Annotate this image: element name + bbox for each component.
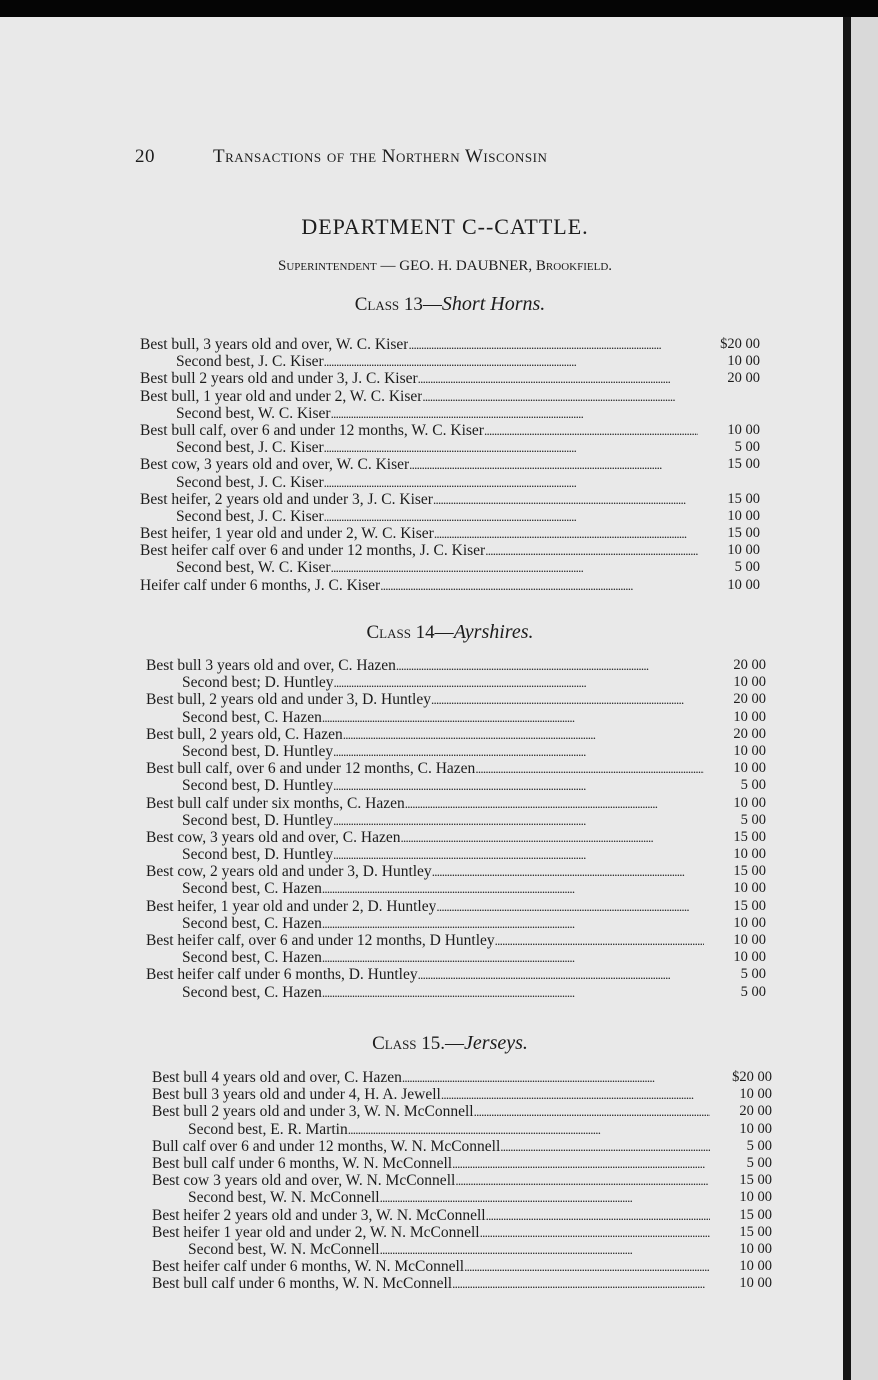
entry-text: Best bull 3 years old and over, C. Hazen <box>146 657 396 674</box>
entry-amount: 5 00 <box>746 1154 772 1171</box>
entry-row <box>146 691 766 708</box>
leader-dots <box>500 1138 710 1155</box>
entry-text: Second best, D. Huntley <box>182 846 334 864</box>
entry-text: Second best, C. Hazen <box>182 914 322 932</box>
entry-text: Bull calf over 6 and under 12 months, W. N. McConnell <box>152 1137 501 1155</box>
entry-row <box>140 491 760 508</box>
entry-row <box>152 1121 772 1138</box>
page-number: 20 <box>135 146 155 167</box>
entry-amount: 15 00 <box>739 1172 772 1189</box>
entry-text: Best heifer, 2 years old and under 3, J. C. Kiser <box>140 490 433 508</box>
entry-row <box>152 1069 772 1086</box>
entry-amount: 5 00 <box>740 966 766 983</box>
class-name: Jerseys. <box>464 1032 528 1054</box>
entry-amount: 10 00 <box>739 1275 772 1292</box>
leader-dots <box>409 456 698 473</box>
entry-amount: 10 00 <box>733 846 766 863</box>
class-heading-15 <box>0 1032 878 1055</box>
entry-text: Best bull, 2 years old, C. Hazen <box>146 725 343 743</box>
entry-text: Best bull calf, over 6 and under 12 months, C. Hazen <box>146 760 476 778</box>
entry-amount: 10 00 <box>733 914 766 931</box>
entry-amount: 5 00 <box>740 983 766 1000</box>
entry-text: Best cow, 2 years old and under 3, D. Huntley <box>146 863 432 881</box>
leader-dots <box>380 577 698 594</box>
leader-dots <box>333 743 704 760</box>
entry-amount: 15 00 <box>733 863 766 880</box>
entry-amount <box>698 388 760 405</box>
entry-text: Best cow, 3 years old and over, W. C. Kiser <box>140 456 410 474</box>
leader-dots <box>334 674 704 691</box>
entry-row <box>146 674 766 691</box>
entry-row <box>146 949 766 966</box>
leader-dots <box>486 1207 710 1224</box>
leader-dots <box>432 863 704 880</box>
entry-amount: 10 00 <box>727 507 760 524</box>
entry-text: Second best, C. Hazen <box>182 708 322 726</box>
scan-top-border <box>0 0 878 17</box>
entry-text: Best heifer 1 year old and under 2, W. N. McConnell <box>152 1223 480 1241</box>
entry-row <box>152 1241 772 1258</box>
entry-text: Second best, W. N. McConnell <box>188 1189 380 1207</box>
leader-dots <box>434 525 698 542</box>
class-15-entries <box>152 1069 772 1292</box>
entry-row <box>140 336 760 353</box>
entry-amount: 10 00 <box>727 576 760 593</box>
entry-row <box>152 1207 772 1224</box>
entry-text: Best heifer calf over 6 and under 12 months, J. C. Kiser <box>140 542 486 560</box>
entry-row <box>140 422 760 439</box>
entry-row <box>146 760 766 777</box>
entry-text: Best bull 3 years old and under 4, H. A. Jewell <box>152 1086 441 1104</box>
entry-amount: 20 00 <box>733 657 766 673</box>
entry-text: Best heifer calf under 6 months, W. N. McConnell <box>152 1258 465 1276</box>
leader-dots <box>408 336 698 353</box>
leader-dots <box>441 1086 710 1103</box>
class-name: Ayrshires. <box>453 621 534 643</box>
entry-row <box>140 508 760 525</box>
leader-dots <box>331 405 698 422</box>
leader-dots <box>322 880 704 897</box>
class-prefix: Class 15.— <box>372 1033 465 1054</box>
entry-amount: 10 00 <box>727 421 760 438</box>
entry-amount: $20 00 <box>720 336 760 352</box>
entry-row <box>146 863 766 880</box>
leader-dots <box>324 353 698 370</box>
entry-amount: 15 00 <box>739 1223 772 1240</box>
leader-dots <box>495 932 704 949</box>
leader-dots <box>324 474 698 491</box>
entry-row <box>146 657 766 674</box>
entry-text: Best bull, 2 years old and under 3, D. Huntley <box>146 691 431 709</box>
entry-text: Second best, E. R. Martin <box>188 1120 348 1138</box>
class-prefix: Class 13— <box>354 294 442 315</box>
entry-row <box>152 1155 772 1172</box>
entry-text: Best bull 2 years old and under 3, W. N. McConnell <box>152 1103 474 1121</box>
entry-row <box>140 525 760 542</box>
entry-row <box>146 726 766 743</box>
leader-dots <box>418 370 698 387</box>
entry-text: Best heifer 2 years old and under 3, W. N. McConnell <box>152 1206 486 1224</box>
class-heading-14 <box>0 621 878 644</box>
entry-text: Second best, C. Hazen <box>182 983 322 1001</box>
class-prefix: Class 14— <box>366 622 454 643</box>
leader-dots <box>455 1172 710 1189</box>
entry-row <box>146 812 766 829</box>
leader-dots <box>333 846 704 863</box>
entry-text: Best heifer, 1 year old and under 2, W. C. Kiser <box>140 525 434 543</box>
entry-row <box>140 559 760 576</box>
entry-text: Best bull 4 years old and over, C. Hazen <box>152 1069 402 1086</box>
entry-row <box>146 829 766 846</box>
leader-dots <box>422 388 698 405</box>
entry-row <box>146 743 766 760</box>
leader-dots <box>322 709 704 726</box>
entry-text: Second best, D. Huntley <box>182 742 334 760</box>
entry-amount: 5 00 <box>740 777 766 794</box>
entry-amount: 10 00 <box>727 542 760 559</box>
entry-row <box>140 353 760 370</box>
leader-dots <box>343 726 704 743</box>
entry-amount: 15 00 <box>727 525 760 542</box>
entry-amount: $20 00 <box>732 1069 772 1085</box>
leader-dots <box>433 491 698 508</box>
entry-text: Best heifer, 1 year old and under 2, D. Huntley <box>146 897 437 915</box>
entry-amount: 10 00 <box>733 794 766 811</box>
entry-text: Best bull, 3 years old and over, W. C. Kiser <box>140 336 409 353</box>
leader-dots <box>402 1069 710 1086</box>
entry-amount: 20 00 <box>739 1103 772 1120</box>
entry-amount: 20 00 <box>727 370 760 387</box>
entry-amount: 10 00 <box>727 353 760 370</box>
leader-dots <box>380 1241 710 1258</box>
entry-amount: 10 00 <box>733 742 766 759</box>
entry-row <box>140 474 760 491</box>
entry-amount: 5 00 <box>734 439 760 456</box>
entry-amount: 10 00 <box>739 1189 772 1206</box>
entry-amount: 10 00 <box>733 949 766 966</box>
leader-dots <box>348 1121 710 1138</box>
leader-dots <box>324 439 698 456</box>
class-13-entries <box>140 336 760 594</box>
entry-text: Best bull 2 years old and under 3, J. C. Kiser <box>140 370 418 388</box>
entry-text: Best cow 3 years old and over, W. N. McConnell <box>152 1172 456 1190</box>
leader-dots <box>485 542 698 559</box>
leader-dots <box>475 760 704 777</box>
leader-dots <box>322 949 704 966</box>
entry-text: Second best, D. Huntley <box>182 811 334 829</box>
entry-amount: 10 00 <box>733 932 766 948</box>
class-name: Short Horns. <box>441 293 546 315</box>
entry-amount: 15 00 <box>727 456 760 473</box>
entry-row <box>140 405 760 422</box>
entry-text: Heifer calf under 6 months, J. C. Kiser <box>140 576 381 594</box>
entry-amount: 10 00 <box>733 708 766 725</box>
entry-text: Second best, J. C. Kiser <box>176 439 324 457</box>
entry-row <box>152 1086 772 1103</box>
entry-amount: 15 00 <box>733 828 766 845</box>
entry-amount <box>698 474 760 491</box>
entry-text: Best cow, 3 years old and over, C. Hazen <box>146 828 401 846</box>
entry-amount: 10 00 <box>739 1240 772 1257</box>
entry-row <box>140 456 760 473</box>
entry-amount: 15 00 <box>739 1206 772 1223</box>
leader-dots <box>436 898 704 915</box>
superintendent-line: Superintendent — GEO. H. DAUBNER, Brookfield. <box>277 258 613 274</box>
leader-dots <box>322 915 704 932</box>
leader-dots <box>331 559 698 576</box>
entry-text: Best bull calf under six months, C. Hazen <box>146 794 405 812</box>
leader-dots <box>464 1258 710 1275</box>
entry-text: Second best, J. C. Kiser <box>176 473 324 491</box>
entry-row <box>152 1258 772 1275</box>
leader-dots <box>333 812 704 829</box>
entry-text: Best bull calf, over 6 and under 12 months, W. C. Kiser <box>140 421 484 439</box>
running-header <box>135 146 547 168</box>
entry-text: Second best, D. Huntley <box>182 777 334 795</box>
entry-amount <box>698 405 760 422</box>
entry-amount: 20 00 <box>733 691 766 708</box>
class-14-entries <box>146 657 766 1001</box>
leader-dots <box>452 1155 710 1172</box>
entry-text: Second best, C. Hazen <box>182 880 322 898</box>
entry-row <box>146 915 766 932</box>
entry-row <box>152 1224 772 1241</box>
entry-row <box>140 388 760 405</box>
entry-amount: 20 00 <box>733 725 766 742</box>
entry-text: Second best; D. Huntley <box>182 674 334 692</box>
entry-row <box>146 795 766 812</box>
entry-row <box>140 577 760 594</box>
entry-amount: 15 00 <box>733 897 766 914</box>
leader-dots <box>333 777 704 794</box>
entry-amount: 10 00 <box>739 1086 772 1103</box>
running-title: Transactions of the Northern Wisconsin <box>213 146 548 167</box>
entry-row <box>146 709 766 726</box>
entry-amount: 10 00 <box>733 880 766 897</box>
department-title: DEPARTMENT C--CATTLE. <box>301 214 589 239</box>
class-heading-13 <box>0 293 878 316</box>
leader-dots <box>380 1189 710 1206</box>
leader-dots <box>324 508 698 525</box>
entry-text: Best heifer calf, over 6 and under 12 months, D Huntley <box>146 932 495 949</box>
entry-amount: 5 00 <box>740 811 766 828</box>
leader-dots <box>431 691 704 708</box>
entry-amount: 10 00 <box>733 760 766 777</box>
entry-row <box>146 846 766 863</box>
entry-row <box>140 439 760 456</box>
entry-amount: 5 00 <box>734 559 760 576</box>
entry-amount: 10 00 <box>739 1120 772 1137</box>
entry-row <box>152 1189 772 1206</box>
entry-text: Best bull, 1 year old and under 2, W. C. Kiser <box>140 387 423 405</box>
entry-text: Best bull calf under 6 months, W. N. McConnell <box>152 1154 453 1172</box>
leader-dots <box>452 1275 710 1292</box>
entry-row <box>152 1275 772 1292</box>
entry-amount: 15 00 <box>727 490 760 507</box>
entry-row <box>146 777 766 794</box>
entry-row <box>146 898 766 915</box>
entry-text: Best bull calf under 6 months, W. N. McConnell <box>152 1275 453 1293</box>
entry-text: Second best, J. C. Kiser <box>176 507 324 525</box>
entry-row <box>146 984 766 1001</box>
entry-row <box>146 966 766 983</box>
entry-row <box>146 932 766 949</box>
leader-dots <box>418 966 704 983</box>
leader-dots <box>400 829 704 846</box>
entry-row <box>152 1103 772 1120</box>
entry-text: Second best, W. C. Kiser <box>176 404 331 422</box>
leader-dots <box>396 657 704 674</box>
entry-amount: 10 00 <box>733 674 766 691</box>
entry-row <box>140 542 760 559</box>
entry-text: Second best, C. Hazen <box>182 949 322 967</box>
entry-row <box>152 1172 772 1189</box>
leader-dots <box>474 1103 710 1120</box>
leader-dots <box>322 984 704 1001</box>
entry-amount: 10 00 <box>739 1258 772 1275</box>
entry-row <box>140 370 760 387</box>
entry-text: Second best, W. C. Kiser <box>176 559 331 577</box>
leader-dots <box>405 795 704 812</box>
leader-dots <box>484 422 698 439</box>
entry-text: Second best, J. C. Kiser <box>176 353 324 371</box>
leader-dots <box>480 1224 710 1241</box>
entry-row <box>146 880 766 897</box>
entry-text: Second best, W. N. McConnell <box>188 1240 380 1258</box>
entry-text: Best heifer calf under 6 months, D. Huntley <box>146 966 418 984</box>
entry-row <box>152 1138 772 1155</box>
entry-amount: 5 00 <box>746 1137 772 1154</box>
